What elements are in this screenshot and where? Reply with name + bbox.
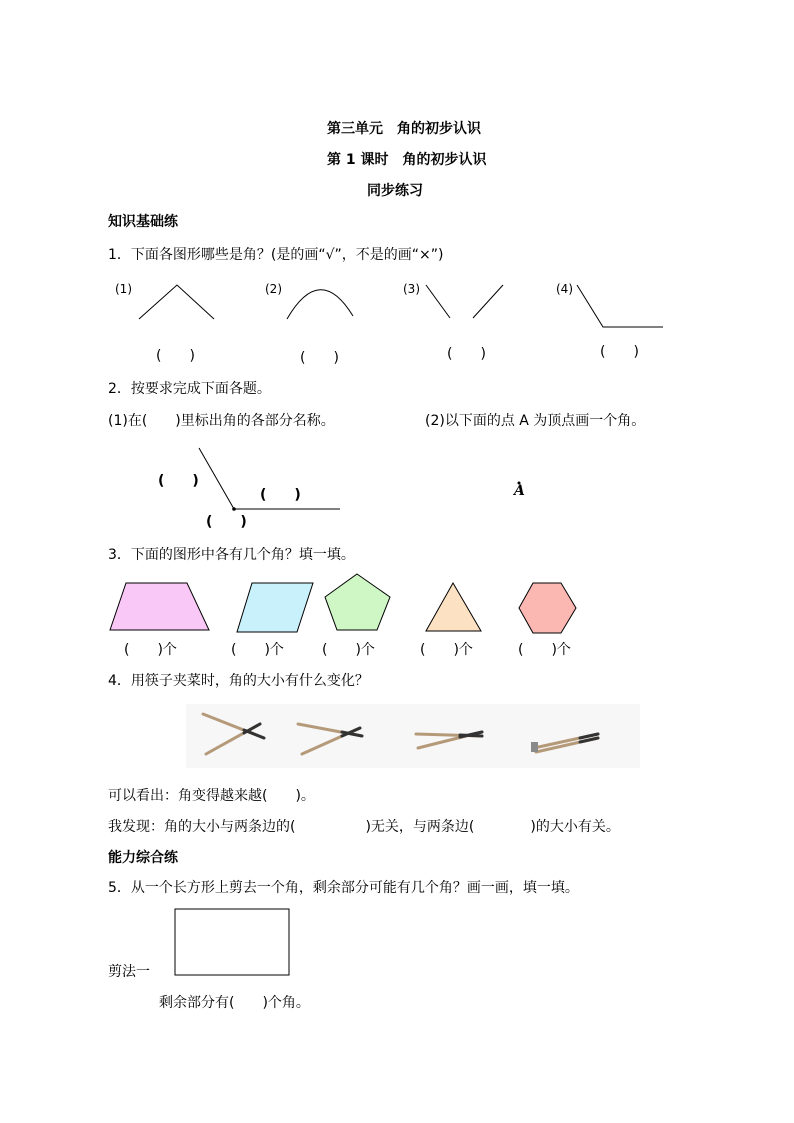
unit-title: 第三单元 角的初步认识 [327, 121, 481, 137]
q1-answer-3[interactable]: ( ) [447, 346, 486, 362]
q2-blank-side-lower[interactable]: ( ) [260, 487, 301, 503]
q1-label-1: (1) [115, 282, 132, 296]
q2-blank-side-upper[interactable]: ( ) [158, 473, 199, 489]
q1-label-2: (2) [265, 282, 282, 296]
q5-remaining-answer: 剩余部分有( )个角。 [159, 995, 310, 1011]
point-a-label: A [514, 483, 525, 499]
q5-method-label: 剪法一 [108, 964, 150, 980]
question-1-text: 1．下面各图形哪些是角？(是的画“√”，不是的画“×”) [108, 247, 444, 263]
q2-blank-vertex[interactable]: ( ) [206, 514, 247, 530]
question-2-part-2: (2)以下面的点 A 为顶点画一个角。 [425, 413, 646, 429]
exercise-title: 同步练习 [367, 183, 423, 199]
q4-conclusion: 可以看出：角变得越来越( )。 [108, 788, 315, 804]
q1-answer-4[interactable]: ( ) [600, 344, 639, 360]
q1-label-3: (3) [403, 282, 420, 296]
q3-answer-hexagon[interactable]: ( )个 [518, 642, 571, 658]
q4-discovery: 我发现：角的大小与两条边的( )无关，与两条边( )的大小有关。 [108, 819, 620, 835]
q1-label-4: (4) [556, 282, 573, 296]
question-2-text: 2．按要求完成下面各题。 [108, 381, 271, 397]
q3-answer-pentagon[interactable]: ( )个 [322, 642, 375, 658]
section-basic-title: 知识基础练 [108, 214, 178, 230]
q3-answer-trapezoid[interactable]: ( )个 [124, 642, 177, 658]
q1-answer-1[interactable]: ( ) [156, 348, 195, 364]
rectangle-shape [175, 909, 289, 975]
q1-answer-2[interactable]: ( ) [300, 350, 339, 366]
section-ability-title: 能力综合练 [108, 850, 178, 866]
q3-answer-parallelogram[interactable]: ( )个 [231, 642, 284, 658]
question-2-part-1: (1)在( )里标出角的各部分名称。 [108, 413, 335, 429]
q3-answer-triangle[interactable]: ( )个 [420, 642, 473, 658]
question-5-text: 5．从一个长方形上剪去一个角，剩余部分可能有几个角？画一画，填一填。 [108, 880, 579, 896]
lesson-title: 第 1 课时 角的初步认识 [327, 152, 487, 168]
question-3-text: 3．下面的图形中各有几个角？填一填。 [108, 547, 355, 563]
question-4-text: 4．用筷子夹菜时，角的大小有什么变化？ [108, 673, 369, 689]
